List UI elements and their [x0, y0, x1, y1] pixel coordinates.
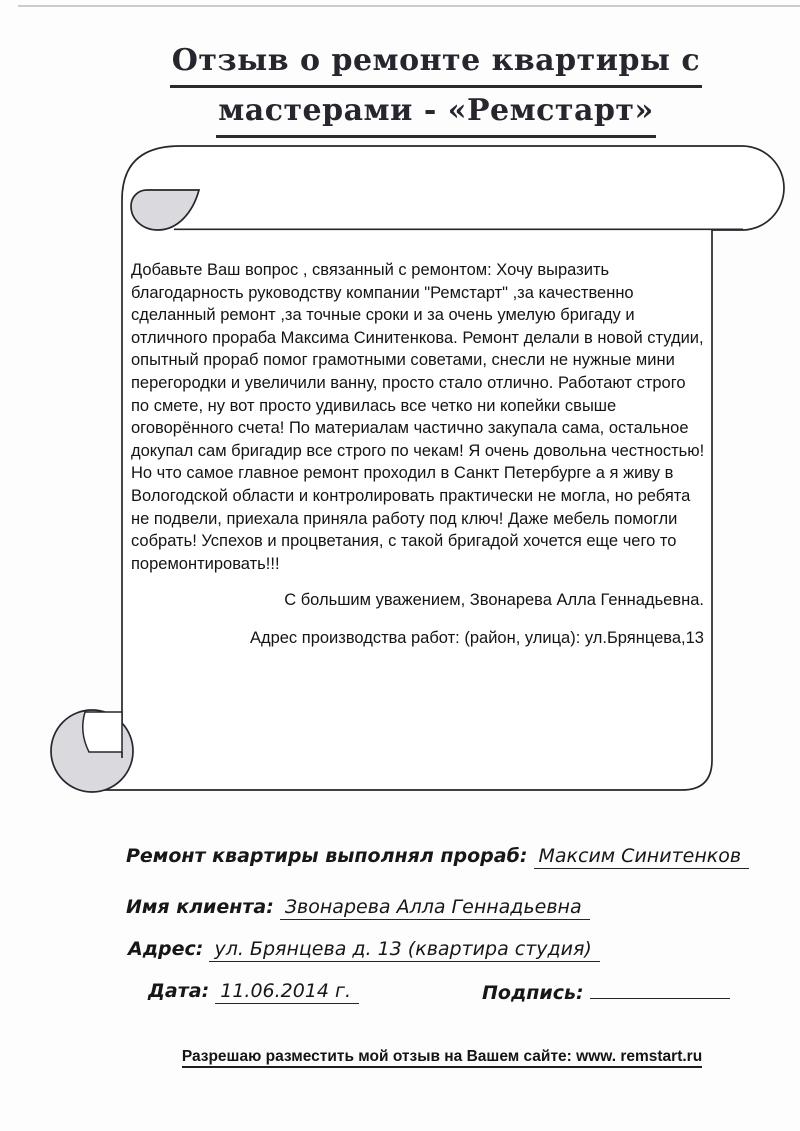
- review-line: Добавьте Ваш вопрос , связанный с ремонтом: Хочу выразить: [131, 261, 610, 279]
- review-work-address: Адрес производства работ: (район, улица): ул.Брянцева,13: [249, 629, 704, 647]
- review-line: отличного прораба Максима Синитенкова. Ремонт делали в новой студии,: [131, 328, 704, 347]
- review-line: докупал сам бригадир все строго по чекам! Я очень довольна честностью!: [131, 441, 705, 460]
- foreman-value: Максим Синитенков: [534, 845, 750, 869]
- signature-label: Подпись:: [482, 982, 584, 1004]
- client-name-label: Имя клиента:: [126, 896, 274, 918]
- review-line: не подвели, приехала приняла работу под ключ! Даже мебель помогли: [131, 509, 678, 528]
- review-line: Но что самое главное ремонт проходил в Санкт Петербурге а я живу в: [131, 464, 674, 483]
- review-line: перегородки и увеличили ванну, просто стало отлично. Работают строго: [131, 373, 686, 392]
- review-line: поремонтировать!!!: [131, 554, 280, 573]
- document-title-line1: Отзыв о ремонте квартиры с: [36, 38, 800, 88]
- date-label: Дата:: [148, 980, 210, 1002]
- document-title-line2: мастерами - «Ремстарт»: [36, 88, 800, 138]
- review-signoff: С большим уважением, Звонарева Алла Геннадьевна.: [284, 591, 704, 609]
- review-line: собрать! Успехов и процветания, с такой бригадой хочется еще чего то: [131, 532, 677, 551]
- date-value: 11.06.2014 г.: [215, 980, 359, 1004]
- date-row: [148, 980, 359, 1002]
- review-line: сделанный ремонт ,за точные сроки и за очень умелую бригаду и: [131, 306, 635, 325]
- address-value: ул. Брянцева д. 13 (квартира студия): [209, 938, 599, 962]
- foreman-row: [126, 845, 749, 867]
- review-line: по смете, ну вот просто удивилась все четко ни копейки свыше: [131, 396, 617, 415]
- review-text: [131, 259, 711, 575]
- scroll-bottom-curl-notch: [83, 712, 122, 752]
- review-line: опытный прораб помог грамотными советами, снесли не нужные мини: [131, 351, 675, 370]
- site-permission-note: Разрешаю разместить мой отзыв на Вашем сайте: www. remstart.ru: [42, 1048, 800, 1066]
- client-name-value: Звонарева Алла Геннадьевна: [280, 896, 590, 920]
- client-row: [126, 896, 590, 918]
- signature-row: [482, 980, 730, 1004]
- foreman-label: Ремонт квартиры выполнял прораб:: [126, 845, 528, 867]
- review-line: благодарность руководству компании "Ремстарт" ,за качественно: [131, 283, 634, 302]
- review-line: Вологодской области и контролировать практически не могла, но ребята: [131, 486, 691, 505]
- review-line: оговорённого счета! По материалам частично закупала сама, остальное: [131, 419, 689, 438]
- address-label: Адрес:: [128, 938, 204, 960]
- signature-blank-line: [590, 980, 730, 999]
- address-row: [128, 938, 600, 960]
